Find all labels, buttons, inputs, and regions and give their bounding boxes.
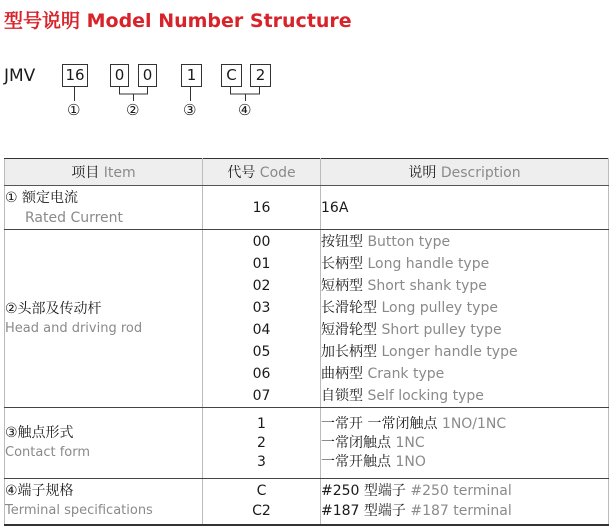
item-cell	[5, 186, 203, 230]
description-en: Button type	[367, 233, 451, 250]
code-value: 02	[252, 277, 271, 294]
item-cell	[5, 408, 203, 479]
description-en: Crank type	[367, 365, 445, 382]
description-line	[321, 453, 608, 472]
description-zh: 一常开触点	[321, 453, 391, 470]
description-zh: #187 型端子	[321, 503, 406, 520]
header-code-zh: 代号	[227, 165, 256, 181]
code-cell	[203, 479, 321, 525]
table-row-terminal-specs	[5, 479, 609, 525]
description-line	[321, 385, 608, 407]
description-cell	[321, 230, 609, 408]
item-en: Contact form	[5, 445, 91, 460]
description-zh: 一常开 一常闭触点	[321, 415, 438, 432]
item-cell	[5, 230, 203, 408]
code-value: 16	[252, 199, 271, 216]
table-row-rated-current	[5, 186, 609, 230]
code-cell	[203, 408, 321, 479]
code-value: 2	[257, 434, 266, 451]
description-line	[321, 319, 608, 341]
description-zh: 长柄型	[321, 255, 363, 272]
code-value: 06	[252, 365, 271, 382]
marker-4: ④	[238, 101, 252, 119]
description-en: Short pulley type	[381, 321, 502, 338]
description-en: Short shank type	[367, 277, 487, 294]
item-cell	[5, 479, 203, 525]
header-code	[203, 159, 321, 186]
header-description	[321, 159, 609, 186]
code-value: 1	[257, 415, 266, 432]
description-cell	[321, 186, 609, 230]
code-value: 05	[252, 343, 271, 360]
description-line	[321, 275, 608, 297]
description-line	[321, 253, 608, 275]
description-zh: 长滑轮型	[321, 299, 377, 316]
description-zh: 16A	[321, 199, 349, 216]
header-item-en: Item	[103, 165, 136, 181]
item-zh: ① 额定电流	[5, 189, 79, 206]
description-zh: 一常闭触点	[321, 434, 391, 451]
item-zh: ④端子规格	[5, 483, 74, 500]
code-box-contact-form: 1	[181, 64, 202, 87]
code-box-head-digit-2: 0	[138, 64, 157, 87]
description-en: 1NO/1NC	[441, 415, 507, 432]
page-title: 型号说明 Model Number Structure	[4, 10, 352, 32]
code-value: 07	[252, 387, 271, 404]
description-en: Long pulley type	[381, 299, 498, 316]
description-en: #187 terminal	[410, 503, 512, 520]
description-line	[321, 415, 608, 434]
description-line	[321, 363, 608, 385]
description-line	[321, 341, 608, 363]
description-zh: 曲柄型	[321, 365, 363, 382]
code-value: C	[256, 483, 267, 500]
table-row-contact-form	[5, 408, 609, 479]
description-en: Longer handle type	[381, 343, 518, 360]
item-zh: ③触点形式	[5, 425, 74, 441]
description-zh: 按钮型	[321, 233, 363, 250]
item-zh: ②头部及传动杆	[5, 300, 102, 317]
description-line	[321, 434, 608, 453]
description-en: 1NO	[395, 453, 426, 470]
description-zh: 加长柄型	[321, 343, 377, 360]
description-en: Long handle type	[367, 255, 490, 272]
code-value: C2	[252, 503, 271, 520]
item-en: Terminal specifications	[5, 503, 153, 519]
spec-table	[4, 158, 609, 526]
description-en: #250 terminal	[410, 483, 512, 500]
item-en: Rated Current	[25, 209, 124, 226]
marker-2: ②	[126, 101, 140, 119]
description-line	[321, 481, 608, 501]
code-value: 04	[252, 321, 271, 338]
description-cell	[321, 479, 609, 525]
header-item	[5, 159, 203, 186]
description-line	[321, 231, 608, 253]
code-value: 3	[257, 453, 266, 470]
description-zh: 自锁型	[321, 387, 363, 404]
description-cell	[321, 408, 609, 479]
description-en: 1NC	[395, 434, 425, 451]
model-connector-lines	[0, 0, 610, 130]
table-header-row	[5, 159, 609, 186]
description-line	[321, 501, 608, 521]
item-en: Head and driving rod	[5, 320, 143, 336]
description-line	[321, 197, 608, 219]
code-box-terminal-2: 2	[250, 64, 271, 87]
code-box-rated-current: 16	[62, 64, 88, 87]
table-row-head-driving-rod	[5, 230, 609, 408]
code-value: 01	[252, 255, 271, 272]
code-cell	[203, 230, 321, 408]
code-cell	[203, 186, 321, 230]
description-zh: 短滑轮型	[321, 321, 377, 338]
marker-3: ③	[183, 101, 197, 119]
code-value: 00	[252, 233, 271, 250]
header-description-en: Description	[440, 165, 521, 181]
description-zh: 短柄型	[321, 277, 363, 294]
model-prefix: JMV	[4, 66, 36, 86]
code-box-terminal-1: C	[221, 64, 242, 87]
description-zh: #250 型端子	[321, 483, 406, 500]
header-code-en: Code	[259, 165, 296, 181]
description-en: Self locking type	[367, 387, 484, 404]
header-description-zh: 说明	[408, 165, 437, 181]
code-box-head-digit-1: 0	[110, 64, 129, 87]
header-item-zh: 项目	[71, 165, 100, 181]
description-line	[321, 297, 608, 319]
code-value: 03	[252, 299, 271, 316]
marker-1: ①	[67, 101, 81, 119]
